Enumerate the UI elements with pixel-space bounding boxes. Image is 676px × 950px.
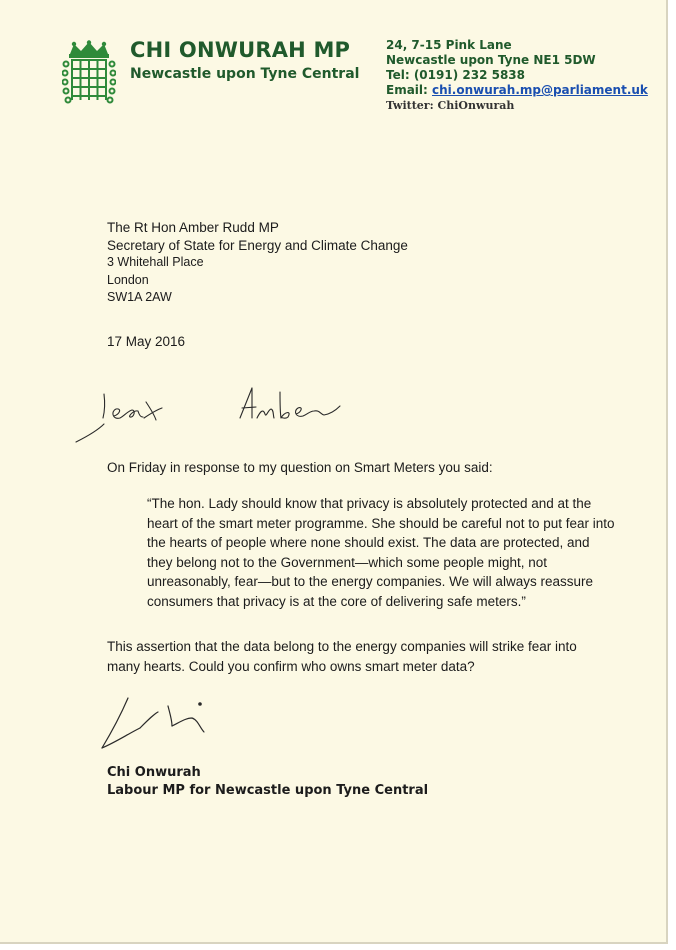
recipient-address [107,219,408,307]
portcullis-crest-icon [62,40,116,106]
body-paragraph: This assertion that the data belong to the energy companies will strike fear into many hearts. Could you confirm who owns smart meter data? [107,639,577,674]
recipient-line1: The Rt Hon Amber Rudd MP [107,220,279,235]
mp-name-heading: CHI ONWURAH MP [130,38,351,62]
contact-email-label: Email: [386,83,433,97]
signatory-name: Chi Onwurah [107,765,201,780]
salutation-text: Dear Amber [74,384,80,385]
contact-tel: Tel: (0191) 232 5838 [386,68,525,82]
recipient-line3: 3 Whitehall Place [107,255,204,269]
contact-address-line2: Newcastle upon Tyne NE1 5DW [386,53,596,67]
recipient-line5: SW1A 2AW [107,290,172,304]
handwritten-salutation [74,384,364,450]
intro-paragraph: On Friday in response to my question on Smart Meters you said: [107,460,493,475]
letter-date: 17 May 2016 [107,334,186,349]
contact-email-row [386,83,648,98]
contact-block [386,38,648,113]
contact-twitter: Twitter: ChiOnwurah [386,99,515,112]
recipient-line4: London [107,272,149,287]
signatory-title: Labour MP for Newcastle upon Tyne Central [107,783,429,798]
signatory [107,764,428,800]
contact-address-line1: 24, 7-15 Pink Lane [386,38,512,52]
contact-email-link[interactable]: chi.onwurah.mp@parliament.uk [432,83,648,97]
recipient-line2: Secretary of State for Energy and Climate Change [107,237,408,253]
quoted-statement: “The hon. Lady should know that privacy is absolutely protected and at the heart of the smart meter programme. She should be careful not to put fear into the hearts of people where none should exist. The data are protected, and they belong not to the Government—which some people might, not unreasonably, fear—but to the energy companies. We will always reassure consumers that privacy is at the core of delivering safe meters.” [147,496,615,609]
handwritten-signature [100,690,240,756]
constituency-subheading: Newcastle upon Tyne Central [130,66,360,82]
